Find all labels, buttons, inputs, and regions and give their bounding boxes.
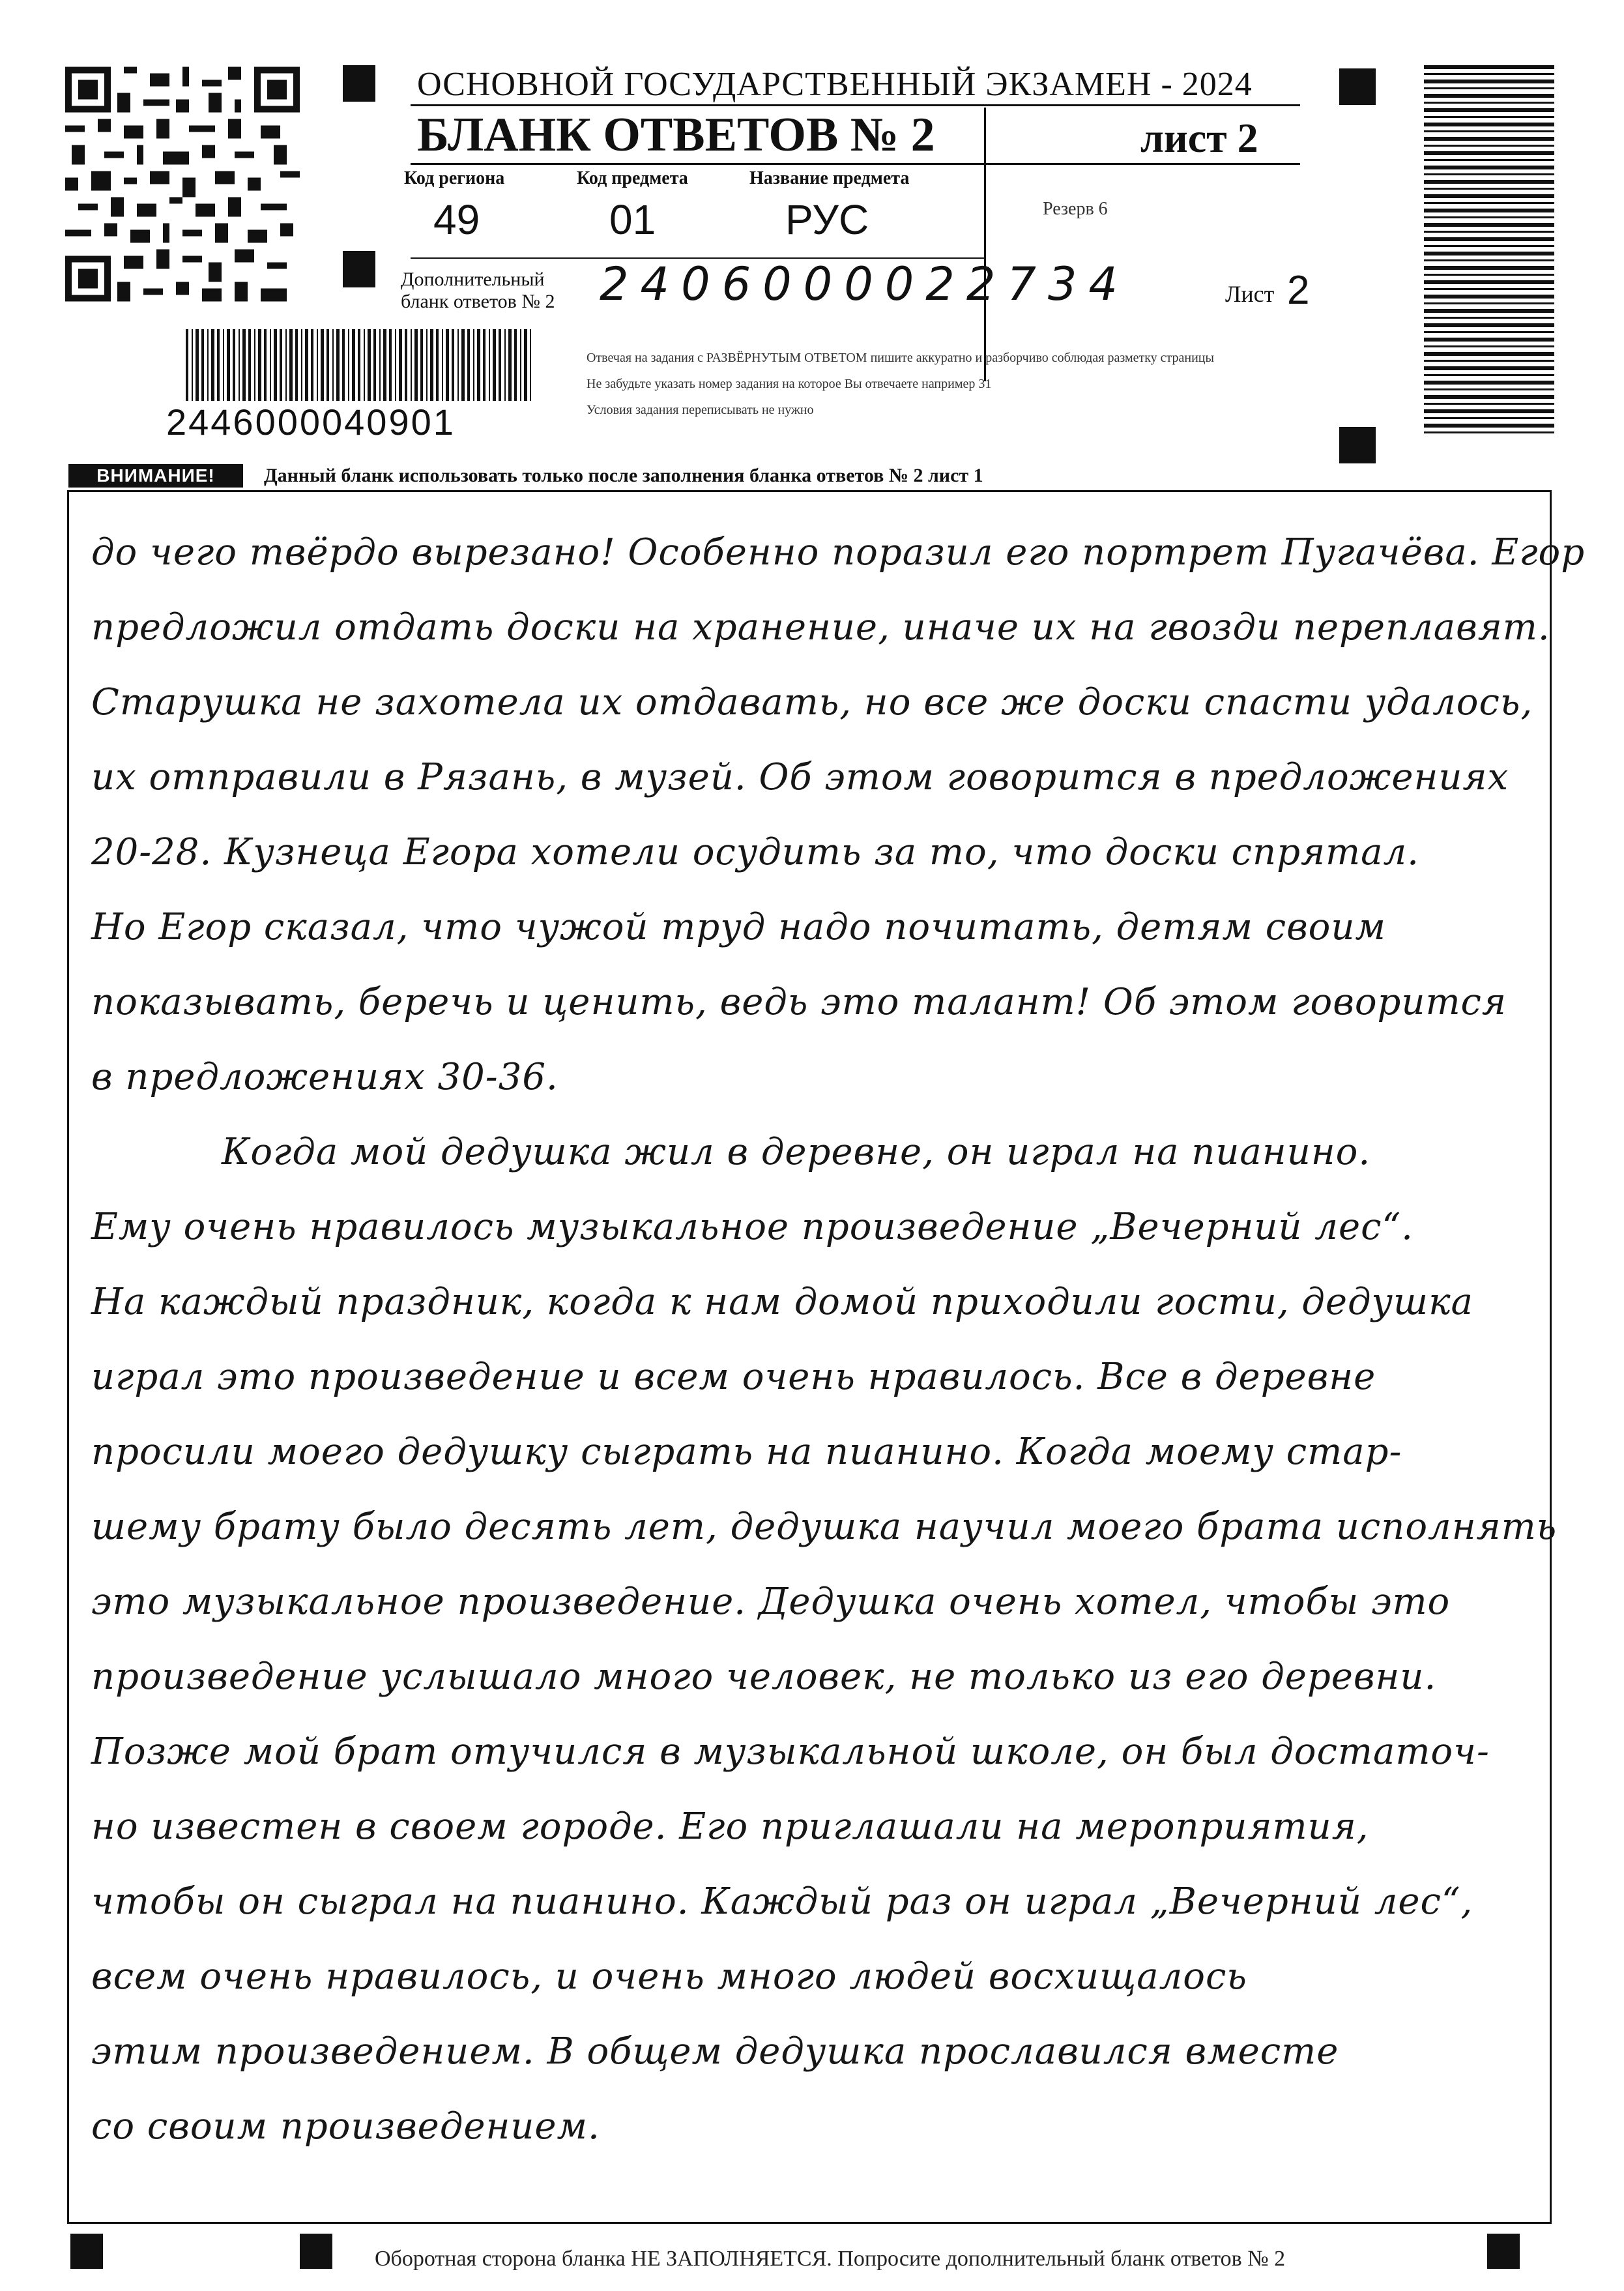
instruction-note: Условия задания переписывать не нужно xyxy=(587,403,814,417)
answer-line: шему брату было десять лет, дедушка научил моего брата исполнять xyxy=(91,1506,1558,1548)
registration-mark xyxy=(300,2234,332,2269)
answer-line: Позже мой брат отучился в музыкальной школе, он был достаточ- xyxy=(91,1730,1490,1773)
answer-line: Ему очень нравилось музыкальное произведение „Вечерний лес“. xyxy=(91,1206,1414,1248)
answer-line: это музыкальное произведение. Дедушка очень хотел, чтобы это xyxy=(91,1581,1451,1623)
side-barcode xyxy=(1424,65,1554,437)
form-title: БЛАНК ОТВЕТОВ № 2 xyxy=(417,108,935,162)
answer-line: На каждый праздник, когда к нам домой приходили гости, дедушка xyxy=(91,1281,1473,1323)
answer-line: в предложениях 30-36. xyxy=(91,1056,558,1098)
answer-line: их отправили в Рязань, в музей. Об этом говорится в предложениях xyxy=(91,756,1509,798)
answer-line: этим произведением. В общем дедушка прославился вместе xyxy=(91,2030,1339,2073)
answer-line: всем очень нравилось, и очень много людей восхищалось xyxy=(91,1955,1247,1998)
answer-line: чтобы он сыграл на пианино. Каждый раз он играл „Вечерний лес“, xyxy=(91,1880,1473,1923)
list-label: Лист xyxy=(1225,281,1275,307)
answer-line: показывать, беречь и ценить, ведь это талант! Об этом говорится xyxy=(91,981,1507,1023)
warning-badge: ВНИМАНИЕ! xyxy=(68,464,243,488)
region-label: Код региона xyxy=(404,168,505,188)
registration-mark xyxy=(1339,427,1376,463)
answer-line: предложил отдать доски на хранение, иначе их на гвозди переплавят. xyxy=(91,606,1550,649)
subject-name-label: Название предмета xyxy=(749,168,910,188)
footer-text: Оборотная сторона бланка НЕ ЗАПОЛНЯЕТСЯ. Попросите дополнительный бланк ответов № 2 xyxy=(375,2247,1286,2271)
qr-code xyxy=(65,65,300,303)
answer-line: произведение услышало много человек, не только из его деревни. xyxy=(91,1656,1437,1698)
answer-line: 20-28. Кузнеца Егора хотели осудить за то, что доски спрятал. xyxy=(91,831,1419,873)
sheet-label: лист 2 xyxy=(1140,115,1258,161)
answer-line: Старушка не захотела их отдавать, но все же доски спасти удалось, xyxy=(91,681,1533,723)
answer-line: Когда мой дедушка жил в деревне, он играл на пианино. xyxy=(222,1131,1371,1173)
warning-text: Данный бланк использовать только после заполнения бланка ответов № 2 лист 1 xyxy=(264,465,983,486)
answer-line: но известен в своем городе. Его приглашали на мероприятия, xyxy=(91,1805,1369,1848)
subject-code-label: Код предмета xyxy=(577,168,688,188)
registration-mark xyxy=(343,251,375,287)
region-value: 49 xyxy=(433,196,480,243)
registration-mark xyxy=(1339,68,1376,105)
reserve-label: Резерв 6 xyxy=(1043,199,1108,219)
list-value: 2 xyxy=(1287,268,1310,313)
registration-mark xyxy=(343,65,375,102)
answer-line: Но Егор сказал, что чужой труд надо почитать, детям своим xyxy=(91,906,1386,948)
registration-mark xyxy=(70,2234,103,2269)
barcode-number: 2446000040901 xyxy=(166,401,456,443)
answer-line: со своим произведением. xyxy=(91,2105,600,2148)
bottom-barcode xyxy=(186,329,531,401)
registration-mark xyxy=(1487,2234,1520,2269)
answer-line: играл это произведение и всем очень нравилось. Все в деревне xyxy=(91,1356,1376,1398)
additional-form-label: Дополнительный бланк ответов № 2 xyxy=(401,269,555,312)
exam-title: ОСНОВНОЙ ГОСУДАРСТВЕННЫЙ ЭКЗАМЕН - 2024 xyxy=(417,66,1253,103)
additional-form-number: 2406000022734 xyxy=(600,257,1129,311)
instruction-note: Отвечая на задания с РАЗВЁРНУТЫМ ОТВЕТОМ пишите аккуратно и разборчиво соблюдая разметку страницы xyxy=(587,351,1214,365)
answer-line: просили моего дедушку сыграть на пианино. Когда моему стар- xyxy=(91,1431,1402,1473)
instruction-note: Не забудьте указать номер задания на которое Вы отвечаете например 31 xyxy=(587,377,992,391)
subject-code-value: 01 xyxy=(609,196,656,243)
answer-line: до чего твёрдо вырезано! Особенно поразил его портрет Пугачёва. Егор xyxy=(91,531,1586,574)
subject-name-value: РУС xyxy=(785,196,869,243)
